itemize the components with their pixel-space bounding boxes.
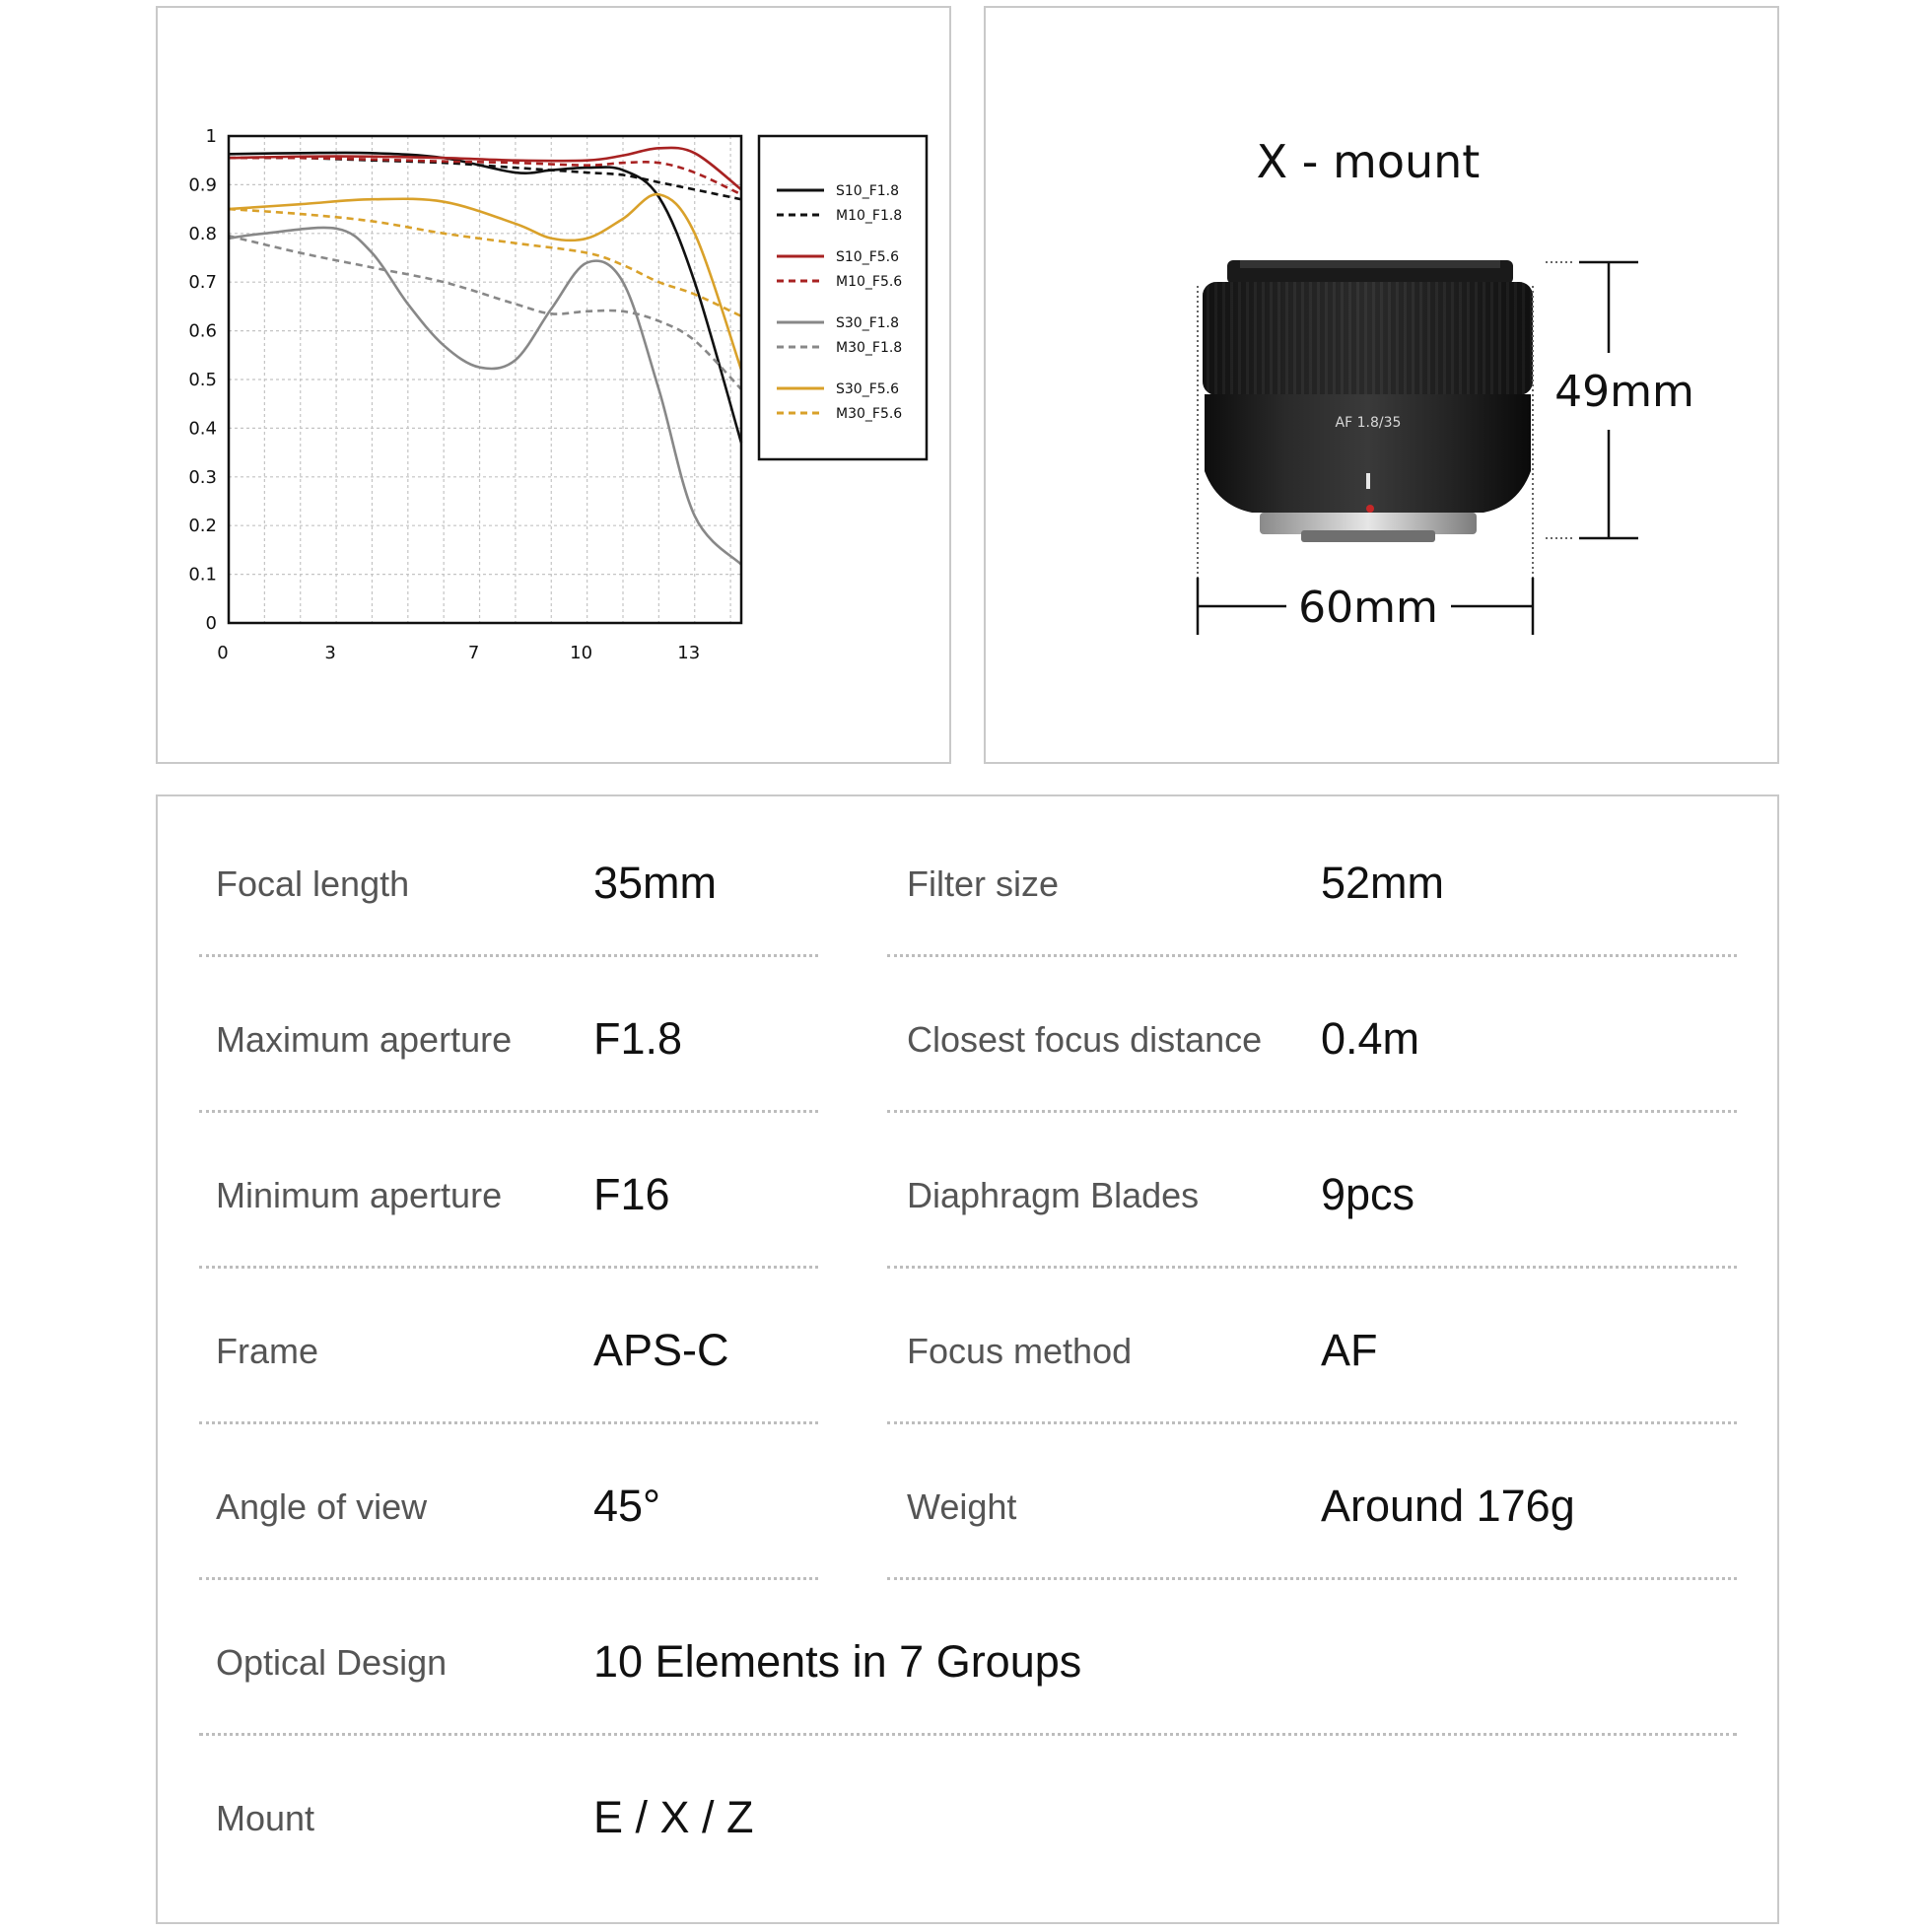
spec-value: 35mm (593, 858, 718, 908)
mtf-chart (158, 8, 949, 762)
spec-value: E / X / Z (593, 1792, 754, 1842)
spec-value: 0.4m (1321, 1013, 1420, 1064)
series-line-m10-f5-6 (229, 158, 741, 194)
spec-label: Maximum aperture (216, 1019, 513, 1060)
spec-label: Closest focus distance (907, 1019, 1263, 1060)
lens-marking: AF 1.8/35 (1335, 415, 1402, 431)
spec-row (158, 1731, 1777, 1887)
x-tick-label: 0 (217, 643, 229, 663)
spec-value: F1.8 (593, 1013, 683, 1064)
y-tick-label: 0.9 (188, 174, 217, 196)
spec-label: Angle of view (216, 1486, 428, 1527)
y-tick-label: 0.7 (188, 272, 217, 294)
spec-value: AF (1321, 1325, 1378, 1375)
y-tick-label: 0.4 (188, 418, 217, 440)
spec-row (158, 1419, 1777, 1575)
spec-label: Weight (907, 1486, 1017, 1527)
y-tick-label: 0.2 (188, 516, 217, 537)
x-tick-label: 7 (467, 643, 480, 663)
lens-body (1203, 260, 1533, 542)
y-tick-label: 1 (205, 126, 217, 147)
height-label: 49mm (1554, 367, 1694, 417)
legend-label: M10_F5.6 (836, 274, 903, 290)
lens-illustration (986, 8, 1777, 762)
spec-value: 45° (593, 1481, 661, 1531)
spec-value: 10 Elements in 7 Groups (593, 1636, 1082, 1687)
lens-dimension-panel (984, 6, 1779, 764)
y-tick-label: 0.8 (188, 223, 217, 244)
legend-label: M30_F1.8 (836, 340, 903, 356)
spec-label: Frame (216, 1331, 319, 1371)
legend-label: S10_F1.8 (836, 183, 900, 199)
y-tick-label: 0.3 (188, 466, 217, 488)
spec-label: Diaphragm Blades (907, 1175, 1200, 1215)
legend-label: M10_F1.8 (836, 208, 903, 224)
spec-label: Minimum aperture (216, 1175, 503, 1215)
series-line-m10-f1-8 (229, 158, 741, 199)
spec-value: APS-C (593, 1325, 729, 1375)
legend-label: S30_F1.8 (836, 315, 900, 331)
spec-row (158, 1575, 1777, 1731)
spec-value: 52mm (1321, 858, 1445, 908)
x-tick-label: 3 (324, 643, 336, 663)
mtf-chart-panel (156, 6, 951, 764)
mount-title: X - mount (1256, 135, 1481, 188)
spec-value: 9pcs (1321, 1169, 1415, 1219)
x-tick-label: 13 (677, 643, 701, 663)
spec-row (158, 1264, 1777, 1419)
legend-label: S10_F5.6 (836, 249, 900, 265)
spec-value: Around 176g (1321, 1481, 1575, 1531)
spec-label: Optical Design (216, 1642, 448, 1683)
legend-label: M30_F5.6 (836, 406, 903, 422)
spec-label: Focus method (907, 1331, 1133, 1371)
x-tick-label: 10 (570, 643, 593, 663)
series-line-m30-f5-6 (229, 209, 741, 316)
y-tick-label: 0.5 (188, 370, 217, 390)
series-line-s30-f1-8 (229, 228, 741, 565)
y-tick-label: 0.6 (188, 320, 217, 342)
series-line-m30-f1-8 (229, 236, 741, 389)
spec-row (158, 1108, 1777, 1264)
spec-table (156, 794, 1779, 1924)
spec-row (158, 796, 1777, 952)
spec-label: Mount (216, 1798, 315, 1838)
y-tick-label: 0.1 (188, 564, 217, 586)
width-label: 60mm (1298, 583, 1438, 633)
height-dimension (1546, 262, 1694, 538)
legend-label: S30_F5.6 (836, 381, 900, 397)
spec-row (158, 952, 1777, 1108)
spec-label: Focal length (216, 863, 410, 904)
spec-label: Filter size (907, 863, 1060, 904)
spec-value: F16 (593, 1169, 670, 1219)
y-tick-label: 0 (205, 613, 217, 634)
